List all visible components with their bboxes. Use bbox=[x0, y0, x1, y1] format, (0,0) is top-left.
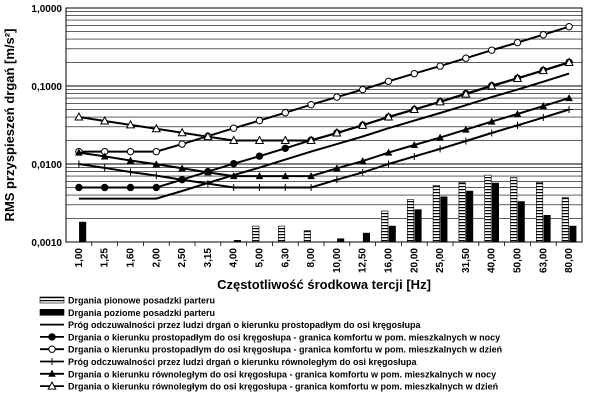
x-tick-label: 1,25 bbox=[99, 248, 111, 268]
data-point bbox=[127, 168, 134, 175]
bar-horizontal bbox=[466, 191, 473, 242]
bar-vertical bbox=[511, 178, 518, 242]
data-point bbox=[360, 86, 366, 92]
x-tick-label: 20,00 bbox=[409, 248, 421, 274]
legend-label: Drgania pionowe posadzki parteru bbox=[68, 295, 216, 306]
series-line bbox=[79, 62, 569, 187]
y-tick-label: 0,1000 bbox=[31, 82, 62, 93]
x-axis-title: Częstotliwość środkowa tercji [Hz] bbox=[217, 277, 431, 292]
data-point bbox=[334, 94, 340, 100]
data-point bbox=[437, 145, 444, 152]
data-point bbox=[385, 161, 392, 168]
data-point bbox=[437, 63, 443, 69]
legend-item bbox=[40, 296, 215, 306]
data-point bbox=[256, 117, 262, 123]
data-point bbox=[488, 129, 495, 136]
legend bbox=[40, 296, 502, 392]
data-point bbox=[540, 32, 546, 38]
bar-horizontal bbox=[441, 197, 448, 242]
x-tick-label: 63,00 bbox=[538, 248, 550, 274]
data-point bbox=[462, 138, 469, 145]
bar-vertical bbox=[278, 226, 285, 242]
bar-vertical bbox=[433, 186, 440, 242]
legend-item bbox=[40, 382, 498, 392]
legend-item bbox=[40, 308, 215, 318]
bar-horizontal bbox=[544, 215, 551, 242]
x-tick-label: 2,00 bbox=[151, 248, 163, 268]
data-point bbox=[153, 184, 159, 190]
legend-item bbox=[40, 320, 422, 330]
bar-horizontal bbox=[492, 183, 499, 242]
x-tick-label: 10,00 bbox=[331, 248, 343, 274]
bar-horizontal bbox=[363, 233, 370, 242]
data-point bbox=[489, 47, 495, 53]
bar-vertical bbox=[304, 231, 311, 242]
bar-vertical bbox=[485, 175, 492, 242]
x-tick-label: 31,50 bbox=[460, 248, 472, 274]
bar-horizontal bbox=[79, 222, 86, 242]
y-axis-title: RMS przyspieszeń drgań [m/s²] bbox=[2, 28, 17, 222]
bar-vertical bbox=[562, 198, 569, 242]
plot-area bbox=[66, 8, 582, 242]
data-point bbox=[230, 184, 237, 191]
data-point bbox=[308, 101, 314, 107]
x-tick-label: 25,00 bbox=[435, 248, 447, 274]
legend-label: Próg odczuwalności przez ludzi drgań o kierunku równoległym do osi kręgosłupa bbox=[68, 357, 417, 367]
data-point bbox=[101, 164, 108, 171]
legend-label: Próg odczuwalności przez ludzi drgań o kierunku prostopadłym do osi kręgosłupa bbox=[68, 320, 421, 331]
x-tick-label: 6,30 bbox=[280, 248, 292, 268]
data-point bbox=[463, 55, 469, 61]
data-point bbox=[282, 110, 288, 116]
data-point bbox=[76, 184, 82, 190]
x-tick-label: 1,60 bbox=[125, 248, 137, 268]
legend-marker bbox=[49, 334, 55, 340]
x-tick-label: 12,50 bbox=[357, 248, 369, 274]
legend-label: Drgania o kierunku równoległym do osi kręgosłupa - granica komfortu w pom. mieszkalnych w dzień bbox=[68, 381, 499, 392]
bar-vertical bbox=[253, 226, 260, 242]
y-tick-label: 0,0010 bbox=[31, 238, 62, 249]
data-point bbox=[308, 184, 315, 191]
y-tick-label: 0,0100 bbox=[31, 160, 62, 171]
series-lines bbox=[75, 23, 573, 198]
legend-item bbox=[40, 357, 418, 367]
data-point bbox=[566, 23, 572, 29]
x-tick-label: 3,15 bbox=[202, 248, 214, 268]
x-tick-label: 1,00 bbox=[73, 248, 85, 268]
legend-item bbox=[40, 332, 500, 342]
bar-horizontal bbox=[389, 226, 396, 242]
legend-item bbox=[40, 345, 502, 355]
data-point bbox=[540, 114, 547, 121]
data-point bbox=[153, 172, 160, 179]
data-point bbox=[282, 184, 289, 191]
legend-marker bbox=[49, 358, 56, 365]
data-point bbox=[179, 141, 185, 147]
data-point bbox=[282, 145, 288, 151]
data-point bbox=[411, 70, 417, 76]
bar-horizontal bbox=[518, 202, 525, 242]
x-tick-label: 2,50 bbox=[177, 248, 189, 268]
data-point bbox=[514, 122, 521, 129]
data-point bbox=[256, 153, 262, 159]
y-axis bbox=[31, 4, 62, 249]
data-point bbox=[231, 125, 237, 131]
bar-vertical bbox=[459, 182, 466, 242]
data-point bbox=[75, 161, 82, 168]
legend-label: Drgania o kierunku równoległym do osi kręgosłupa - granica komfortu w pom. mieszkalnych w nocy bbox=[68, 369, 497, 380]
x-tick-label: 80,00 bbox=[564, 248, 576, 274]
data-point bbox=[256, 184, 263, 191]
legend-label: Drgania poziome posadzki parteru bbox=[68, 307, 216, 318]
data-point bbox=[333, 176, 340, 183]
x-tick-label: 50,00 bbox=[512, 248, 524, 274]
data-point bbox=[127, 184, 133, 190]
x-tick-label: 5,00 bbox=[254, 248, 266, 268]
y-tick-label: 1,0000 bbox=[31, 4, 62, 15]
data-point bbox=[359, 169, 366, 176]
legend-marker bbox=[49, 346, 55, 352]
x-tick-label: 8,00 bbox=[306, 248, 318, 268]
x-axis bbox=[74, 248, 575, 273]
bar-horizontal bbox=[570, 226, 577, 242]
data-point bbox=[566, 106, 573, 113]
legend-item bbox=[40, 369, 496, 379]
data-point bbox=[385, 78, 391, 84]
legend-label: Drgania o kierunku prostopadłym do osi kręgosłupa - granica komfortu w pom. mieszkalnych w nocy bbox=[68, 332, 501, 343]
bar-vertical bbox=[382, 211, 389, 242]
x-tick-label: 16,00 bbox=[383, 248, 395, 274]
data-point bbox=[127, 148, 133, 154]
legend-swatch bbox=[40, 309, 64, 315]
data-point bbox=[231, 160, 237, 166]
x-tick-label: 4,00 bbox=[228, 248, 240, 268]
bar-vertical bbox=[407, 200, 414, 242]
bar-vertical bbox=[536, 182, 543, 242]
legend-swatch bbox=[40, 297, 64, 303]
bar-horizontal bbox=[415, 210, 422, 242]
data-point bbox=[153, 148, 159, 154]
legend-label: Drgania o kierunku prostopadłym do osi kręgosłupa - granica komfortu w pom. mieszkalnych w dzień bbox=[68, 344, 503, 355]
data-point bbox=[102, 184, 108, 190]
x-tick-label: 40,00 bbox=[486, 248, 498, 274]
data-point bbox=[411, 153, 418, 160]
data-point bbox=[565, 94, 573, 101]
data-point bbox=[514, 39, 520, 45]
